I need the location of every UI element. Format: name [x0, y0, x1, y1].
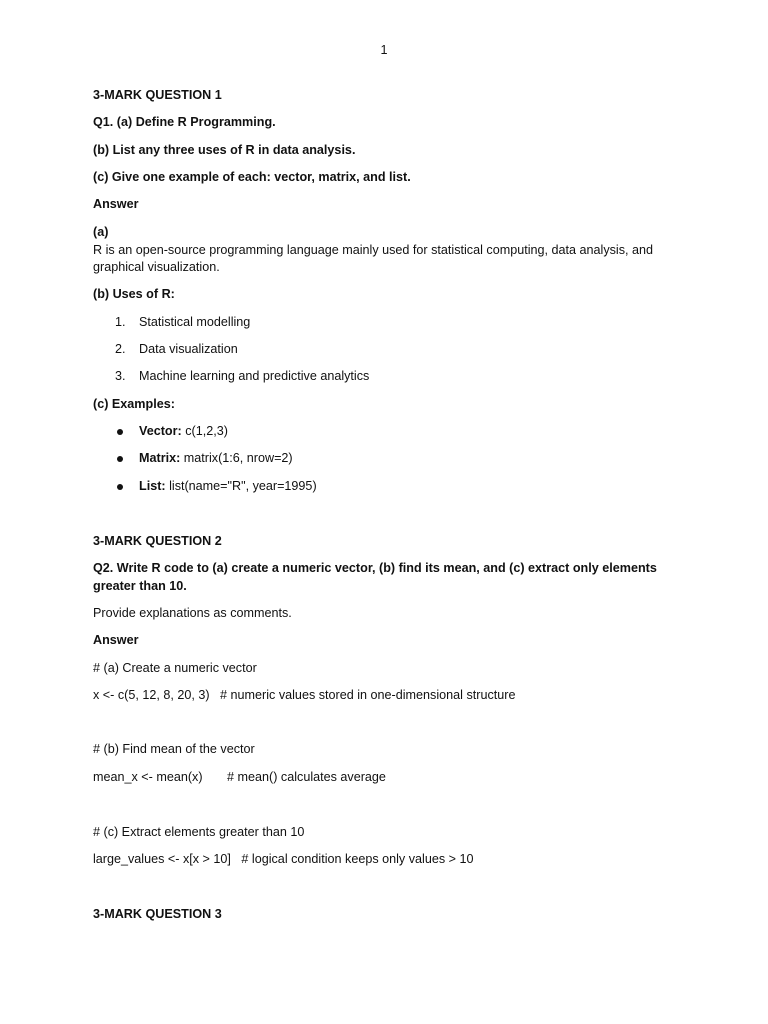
- example-term: Vector:: [139, 424, 182, 438]
- page-number: 1: [380, 43, 388, 57]
- q1-a-text: R is an open-source programming language mainly used for statistical computing, data analysis, and graphical visualization.: [93, 243, 654, 274]
- q1-examples-label: (c) Examples:: [93, 397, 175, 411]
- q2-answer-label: Answer: [93, 633, 139, 647]
- example-value: c(1,2,3): [181, 424, 228, 438]
- list-number: 3.: [115, 369, 126, 383]
- list-item-text: Statistical modelling: [139, 315, 251, 329]
- bullet-icon: [117, 429, 123, 435]
- q2-instructions: Provide explanations as comments.: [93, 606, 292, 620]
- code-line: x <- c(5, 12, 8, 20, 3) # numeric values stored in one-dimensional structure: [93, 688, 516, 702]
- q1-answer-label: Answer: [93, 197, 139, 211]
- q1-part-a: Q1. (a) Define R Programming.: [93, 115, 276, 129]
- list-number: 1.: [115, 315, 126, 329]
- list-item-text: Machine learning and predictive analytics: [139, 369, 370, 383]
- example-term: List:: [139, 479, 166, 493]
- list-number: 2.: [115, 342, 126, 356]
- bullet-icon: [117, 456, 123, 462]
- code-line: large_values <- x[x > 10] # logical condition keeps only values > 10: [93, 852, 474, 866]
- list-item-text: Data visualization: [139, 342, 238, 356]
- code-comment: # (b) Find mean of the vector: [93, 742, 255, 756]
- q1-part-c: (c) Give one example of each: vector, matrix, and list.: [93, 170, 411, 184]
- code-line: mean_x <- mean(x) # mean() calculates average: [93, 770, 386, 784]
- code-comment: # (a) Create a numeric vector: [93, 661, 257, 675]
- q2-heading: 3-MARK QUESTION 2: [93, 534, 222, 548]
- q2-question-line2: greater than 10.: [93, 579, 187, 593]
- bullet-icon: [117, 484, 123, 490]
- q1-heading: 3-MARK QUESTION 1: [93, 88, 222, 102]
- example-line: [139, 423, 228, 440]
- code-comment: # (c) Extract elements greater than 10: [93, 825, 305, 839]
- q1-a-label: (a): [93, 225, 109, 239]
- example-value: list(name="R", year=1995): [165, 479, 317, 493]
- example-line: [139, 450, 293, 467]
- q1-part-b: (b) List any three uses of R in data analysis.: [93, 143, 356, 157]
- q3-heading: 3-MARK QUESTION 3: [93, 907, 222, 921]
- example-line: [139, 478, 317, 495]
- example-term: Matrix:: [139, 451, 181, 465]
- example-value: matrix(1:6, nrow=2): [180, 451, 293, 465]
- q2-question-line1: Q2. Write R code to (a) create a numeric vector, (b) find its mean, and (c) extract only elements: [93, 561, 657, 575]
- q1-uses-label: (b) Uses of R:: [93, 287, 175, 301]
